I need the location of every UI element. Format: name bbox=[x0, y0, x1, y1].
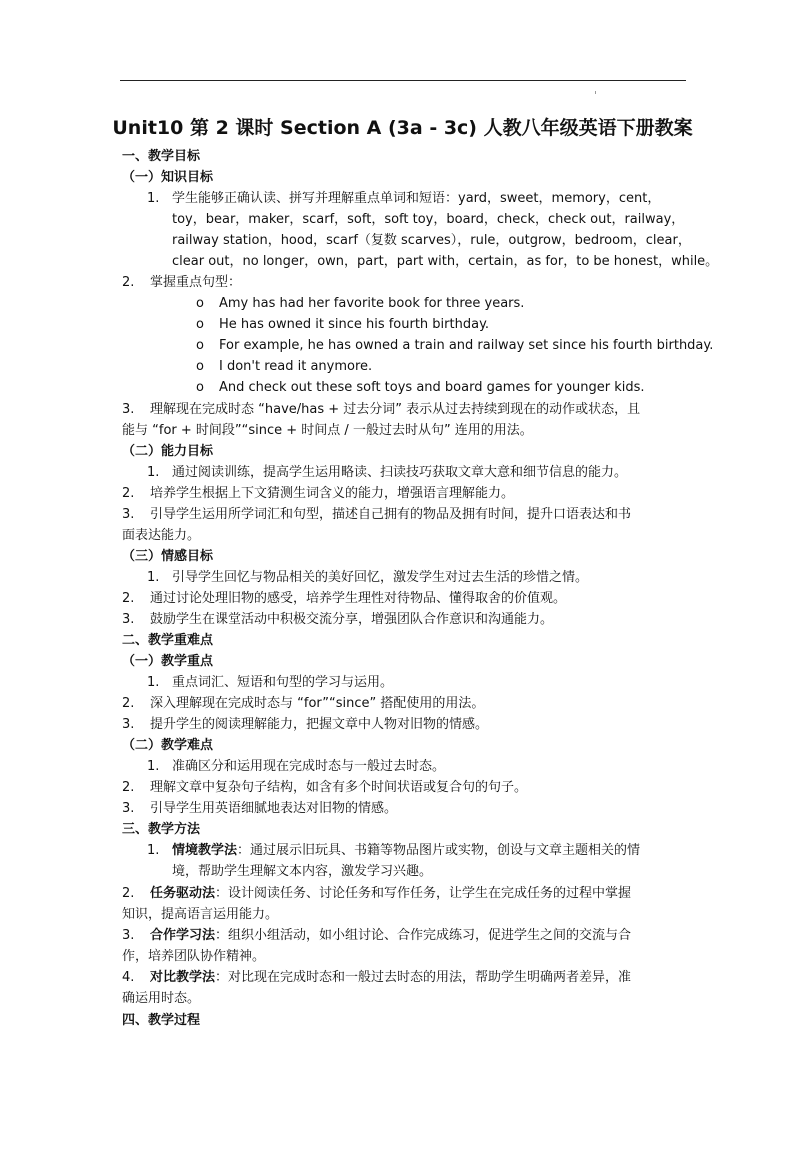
list-number: 3. bbox=[122, 507, 135, 522]
list-item-text: 通过阅读训练，提高学生运用略读、扫读技巧获取文章大意和细节信息的能力。 bbox=[172, 465, 628, 480]
list-number: 2. bbox=[122, 780, 135, 795]
list-item-text: 理解文章中复杂句子结构，如含有多个时间状语或复合句的句子。 bbox=[150, 780, 528, 795]
list-number: 4. bbox=[122, 970, 135, 985]
list-item-text: 通过讨论处理旧物的感受，培养学生理性对待物品、懂得取舍的价值观。 bbox=[150, 591, 567, 606]
method-text: ：对比现在完成时态和一般过去时态的用法，帮助学生明确两者差异，准 bbox=[215, 970, 632, 985]
bullet-icon: o bbox=[196, 359, 204, 374]
bullet-icon: o bbox=[196, 296, 204, 311]
list-number: 2. bbox=[122, 275, 135, 290]
subheading-emotion: （三）情感目标 bbox=[122, 549, 214, 564]
section-heading-process: 四、教学过程 bbox=[122, 1013, 201, 1028]
list-item-text: 准确区分和运用现在完成时态与一般过去时态。 bbox=[172, 759, 446, 774]
list-number: 3. bbox=[122, 717, 135, 732]
method-text: ：设计阅读任务、讨论任务和写作任务，让学生在完成任务的过程中掌握 bbox=[215, 886, 632, 901]
header-rule bbox=[120, 80, 686, 81]
list-number: 3. bbox=[122, 928, 135, 943]
list-number: 1. bbox=[147, 570, 160, 585]
method-item bbox=[172, 843, 640, 859]
method-text: ：组织小组活动，如小组讨论、合作完成练习，促进学生之间的交流与合 bbox=[215, 928, 632, 943]
list-item-text: 学生能够正确认读、拼写并理解重点单词和短语：yard，sweet，memory，cent， bbox=[172, 191, 661, 206]
subheading-difficulties: （二）教学难点 bbox=[122, 738, 214, 753]
section-heading-methods: 三、教学方法 bbox=[122, 822, 201, 837]
list-number: 1. bbox=[147, 843, 160, 858]
bullet-icon: o bbox=[196, 338, 204, 353]
bullet-icon: o bbox=[196, 317, 204, 332]
list-number: 3. bbox=[122, 801, 135, 816]
list-item-text: toy，bear，maker，scarf，soft，soft toy，board，check，check out，railway， bbox=[172, 212, 685, 227]
list-item-text: 知识，提高语言运用能力。 bbox=[122, 907, 279, 922]
key-sentence: For example, he has owned a train and railway set since his fourth birthday. bbox=[219, 338, 714, 353]
subheading-key-points: （一）教学重点 bbox=[122, 654, 214, 669]
section-heading-focus: 二、教学重难点 bbox=[122, 633, 214, 648]
list-item-text: 面表达能力。 bbox=[122, 528, 201, 543]
list-item-text: 境，帮助学生理解文本内容，激发学习兴趣。 bbox=[172, 864, 433, 879]
list-number: 2. bbox=[122, 486, 135, 501]
list-item-text: 引导学生运用所学词汇和句型，描述自己拥有的物品及拥有时间，提升口语表达和书 bbox=[150, 507, 632, 522]
list-number: 1. bbox=[147, 465, 160, 480]
key-sentence: He has owned it since his fourth birthday. bbox=[219, 317, 490, 332]
method-item bbox=[150, 970, 631, 986]
list-item-text: 能与 “for + 时间段”“since + 时间点 / 一般过去时从句” 连用的用法。 bbox=[122, 423, 533, 438]
method-label: 情境教学法 bbox=[172, 843, 238, 858]
list-item-text: clear out，no longer，own，part，part with，certain，as for，to be honest，while。 bbox=[172, 254, 719, 269]
method-item bbox=[150, 928, 631, 944]
list-number: 1. bbox=[147, 675, 160, 690]
list-item-text: 作，培养团队协作精神。 bbox=[122, 949, 266, 964]
list-item-text: 提升学生的阅读理解能力，把握文章中人物对旧物的情感。 bbox=[150, 717, 489, 732]
method-item bbox=[150, 886, 631, 902]
method-label: 任务驱动法 bbox=[150, 886, 216, 901]
method-label: 合作学习法 bbox=[150, 928, 216, 943]
list-item-text: 重点词汇、短语和句型的学习与运用。 bbox=[172, 675, 394, 690]
list-number: 1. bbox=[147, 191, 160, 206]
section-heading-objectives: 一、教学目标 bbox=[122, 149, 201, 164]
list-number: 2. bbox=[122, 886, 135, 901]
subheading-knowledge: （一）知识目标 bbox=[122, 170, 214, 185]
bullet-icon: o bbox=[196, 380, 204, 395]
subheading-ability: （二）能力目标 bbox=[122, 444, 214, 459]
list-item-text: railway station，hood，scarf（复数 scarves），rule，outgrow，bedroom，clear， bbox=[172, 233, 691, 248]
list-number: 2. bbox=[122, 591, 135, 606]
list-item-text: 理解现在完成时态 “have/has + 过去分词” 表示从过去持续到现在的动作或状态，且 bbox=[150, 402, 641, 417]
list-number: 2. bbox=[122, 696, 135, 711]
list-item-text: 掌握重点句型： bbox=[150, 275, 242, 290]
header-mark bbox=[595, 91, 596, 94]
key-sentence: I don't read it anymore. bbox=[219, 359, 373, 374]
page-title: Unit10 第 2 课时 Section A (3a - 3c) 人教八年级英语下册教案 bbox=[112, 117, 693, 139]
key-sentence: And check out these soft toys and board games for younger kids. bbox=[219, 380, 645, 395]
list-item-text: 确运用时态。 bbox=[122, 991, 201, 1006]
list-item-text: 引导学生用英语细腻地表达对旧物的情感。 bbox=[150, 801, 398, 816]
list-number: 3. bbox=[122, 402, 135, 417]
list-number: 3. bbox=[122, 612, 135, 627]
list-item-text: 引导学生回忆与物品相关的美好回忆，激发学生对过去生活的珍惜之情。 bbox=[172, 570, 589, 585]
method-label: 对比教学法 bbox=[150, 970, 216, 985]
key-sentence: Amy has had her favorite book for three years. bbox=[219, 296, 525, 311]
list-item-text: 鼓励学生在课堂活动中积极交流分享，增强团队合作意识和沟通能力。 bbox=[150, 612, 554, 627]
list-item-text: 深入理解现在完成时态与 “for”“since” 搭配使用的用法。 bbox=[150, 696, 485, 711]
list-item-text: 培养学生根据上下文猜测生词含义的能力，增强语言理解能力。 bbox=[150, 486, 515, 501]
method-text: ：通过展示旧玩具、书籍等物品图片或实物，创设与文章主题相关的情 bbox=[237, 843, 641, 858]
list-number: 1. bbox=[147, 759, 160, 774]
